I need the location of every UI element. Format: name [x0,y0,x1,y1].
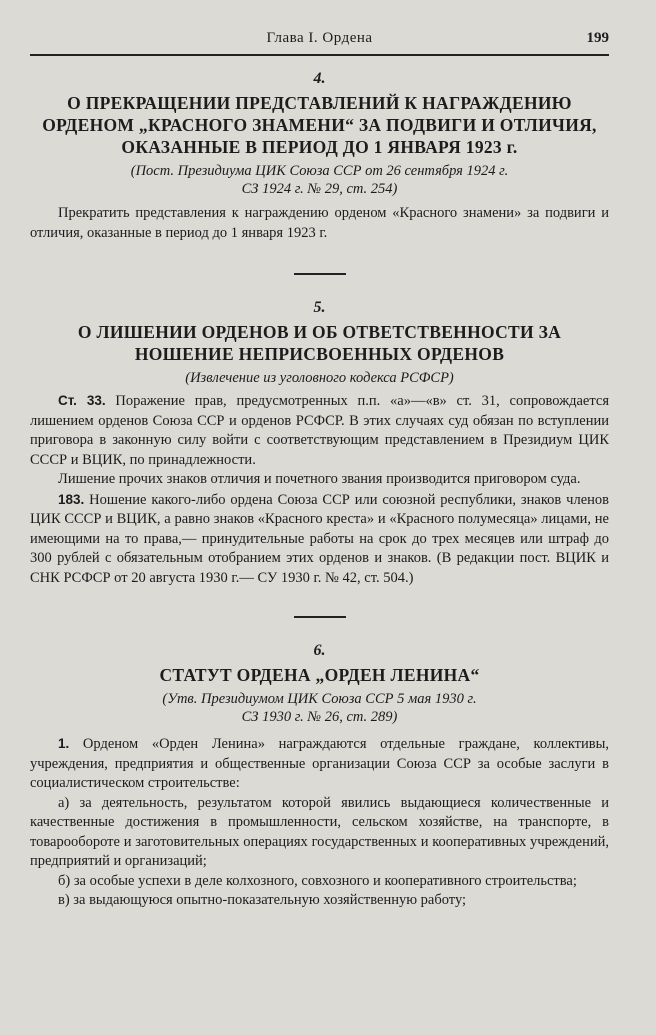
paragraph-text: а) за деятельность, результатом которой явились выдающиеся количественные и качественные достижения в промышленности, сельском хозяйстве, на транспорте, в товарообороте и заготовительных операциях государственных и кооперативных учреждений, предприятий и организаций; [30,794,609,869]
section-number: 6. [313,642,326,659]
section-title [30,321,609,365]
source-line: СЗ 1924 г. № 29, ст. 254) [241,181,398,197]
paragraph [30,872,609,892]
paragraph: Прекратить представления к награждению орденом «Красного знамени» за подвиги и отличия, оказанные в период до 1 января 1923 г. [30,205,609,241]
running-title: Глава I. Ордена [266,30,373,46]
source-line: (Извлечение из уголовного кодекса РСФСР) [185,370,454,386]
section-source [30,162,609,198]
title-line: СТАТУТ ОРДЕНА „ОРДЕН ЛЕНИНА“ [159,665,480,685]
section-5 [30,299,609,387]
article-text: Ношение какого-либо ордена Союза ССР или союзной республики, знаков членов ЦИК СССР и ВЦИК, а равно знаков «Красного креста» и «Красного полумесяца» лицами, не имеющими на то права,— принудительные работы на срок до трех месяцев или штраф до 300 рублей с обязательным отобранием этих орденов и знаков. (В редакции пост. ВЦИК и СНК РСФСР от 20 августа 1930 г.— СУ 1930 г. № 42, ст. 504.) [30,491,609,586]
source-line: СЗ 1930 г. № 26, ст. 289) [241,709,398,725]
section-title [30,664,609,686]
article-text: Поражение прав, предусмотренных п.п. «а»—«в» ст. 31, сопровождается лишением орденов Союза ССР и орденов РСФСР. В этих случаях суд обязан по вступлении приговора в законную силу войти с соответствующим представлением в Президиум ЦИК СССР и ВЦИК, по принадлежности. [30,393,609,468]
article-number: Ст. 33. [58,393,106,408]
section-body [30,204,609,243]
section-divider [294,273,346,275]
title-line: ОКАЗАННЫЕ В ПЕРИОД ДО 1 ЯНВАРЯ 1923 г. [121,137,518,157]
section-number: 5. [313,299,326,316]
paragraph-text: в) за выдающуюся опытно-показательную хозяйственную работу; [58,892,467,908]
article-number: 183. [58,491,85,507]
article-number: 1. [58,736,70,751]
paragraph [30,470,609,490]
source-line: (Пост. Президиума ЦИК Союза ССР от 26 сентября 1924 г. [130,163,509,179]
source-line: (Утв. Президиумом ЦИК Союза ССР 5 мая 1930 г. [162,691,477,707]
section-number: 4. [313,70,326,87]
section-6 [30,642,609,726]
paragraph [30,891,609,911]
title-line: ОРДЕНОМ „КРАСНОГО ЗНАМЕНИ“ ЗА ПОДВИГИ И ОТЛИЧИЯ, [42,115,597,135]
section-divider [294,616,346,618]
page-number: 199 [586,30,609,46]
title-line: О ПРЕКРАЩЕНИИ ПРЕДСТАВЛЕНИЙ К НАГРАЖДЕНИЮ [67,93,572,113]
article-paragraph [30,391,609,470]
page-header [30,0,609,56]
paragraph-text: б) за особые успехи в деле колхозного, совхозного и кооперативного строительства; [58,872,577,889]
title-line: НОШЕНИЕ НЕПРИСВОЕННЫХ ОРДЕНОВ [134,344,505,364]
section-body [30,391,609,588]
article-paragraph [30,490,609,589]
section-body [30,734,609,911]
article-paragraph [30,734,609,794]
section-title [30,92,609,158]
section-4 [30,70,609,198]
section-source [30,369,609,387]
section-source [30,690,609,726]
title-line: О ЛИШЕНИИ ОРДЕНОВ И ОБ ОТВЕТСТВЕННОСТИ ЗА [77,322,562,342]
paragraph-text: Лишение прочих знаков отличия и почетного звания производится приговором суда. [58,471,581,487]
article-text: Орденом «Орден Ленина» награждаются отдельные граждане, коллективы, учреждения, предприятия и общественные организации Союза ССР за особые заслуги в социалистическом строительстве: [30,736,609,791]
paragraph [30,794,609,872]
